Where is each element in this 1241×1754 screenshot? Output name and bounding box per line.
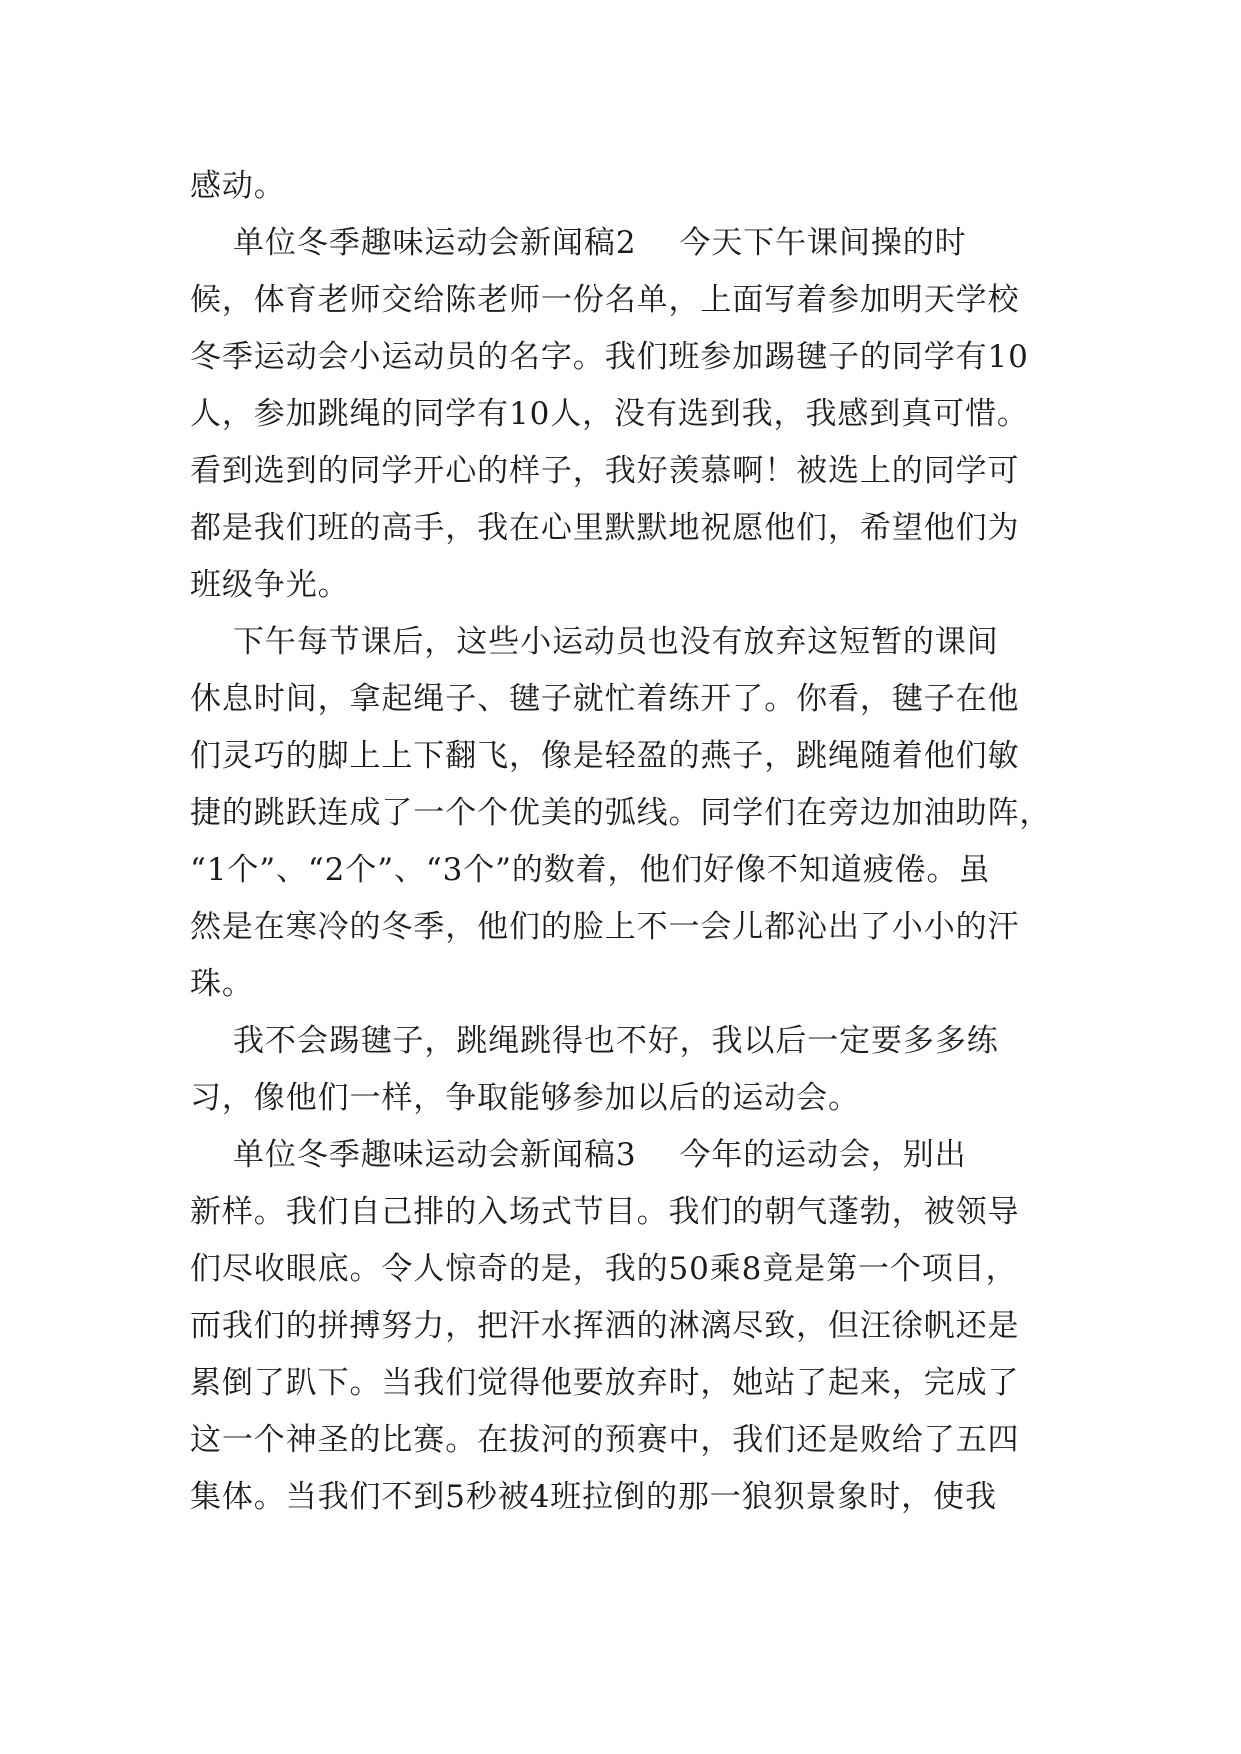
text-line: 单位冬季趣味运动会新闻稿3 今年的运动会，别出 <box>190 1137 967 1173</box>
text-line: 新样。我们自己排的入场式节目。我们的朝气蓬勃，被领导 <box>190 1194 1020 1230</box>
text-line: 捷的跳跃连成了一个个优美的弧线。同学们在旁边加油助阵， <box>190 795 1052 831</box>
text-line: 珠。 <box>190 966 254 1002</box>
text-line: 我不会踢毽子，跳绳跳得也不好，我以后一定要多多练 <box>190 1023 999 1059</box>
text-line: 感动。 <box>190 168 286 204</box>
text-line: 累倒了趴下。当我们觉得他要放弃时，她站了起来，完成了 <box>190 1365 1020 1401</box>
text-line: 人，参加跳绳的同学有10人，没有选到我，我感到真可惜。 <box>190 396 1029 432</box>
text-line: 习，像他们一样，争取能够参加以后的运动会。 <box>190 1080 860 1116</box>
text-line: 候，体育老师交给陈老师一份名单，上面写着参加明天学校 <box>190 282 1020 318</box>
text-line: 班级争光。 <box>190 567 350 603</box>
article-body <box>190 158 1060 1526</box>
text-line: 集体。当我们不到5秒被4班拉倒的那一狼狈景象时，使我 <box>190 1479 997 1515</box>
text-line: 们灵巧的脚上上下翻飞，像是轻盈的燕子，跳绳随着他们敏 <box>190 738 1020 774</box>
text-line: 休息时间，拿起绳子、毽子就忙着练开了。你看，毽子在他 <box>190 681 1020 717</box>
text-line: “1个”、“2个”、“3个”的数着，他们好像不知道疲倦。虽 <box>190 852 991 888</box>
text-line: 都是我们班的高手，我在心里默默地祝愿他们，希望他们为 <box>190 510 1020 546</box>
text-line: 下午每节课后，这些小运动员也没有放弃这短暂的课间 <box>190 624 999 660</box>
text-line: 然是在寒冷的冬季，他们的脸上不一会儿都沁出了小小的汗 <box>190 909 1020 945</box>
text-line: 这一个神圣的比赛。在拔河的预赛中，我们还是败给了五四 <box>190 1422 1020 1458</box>
text-line: 而我们的拼搏努力，把汗水挥洒的淋漓尽致，但汪徐帆还是 <box>190 1308 1020 1344</box>
text-line: 们尽收眼底。令人惊奇的是，我的50乘8竟是第一个项目， <box>190 1251 1018 1287</box>
text-line: 冬季运动会小运动员的名字。我们班参加踢毽子的同学有10 <box>190 339 1029 375</box>
text-line: 看到选到的同学开心的样子，我好羡慕啊！被选上的同学可 <box>190 453 1020 489</box>
text-line: 单位冬季趣味运动会新闻稿2 今天下午课间操的时 <box>190 225 967 261</box>
